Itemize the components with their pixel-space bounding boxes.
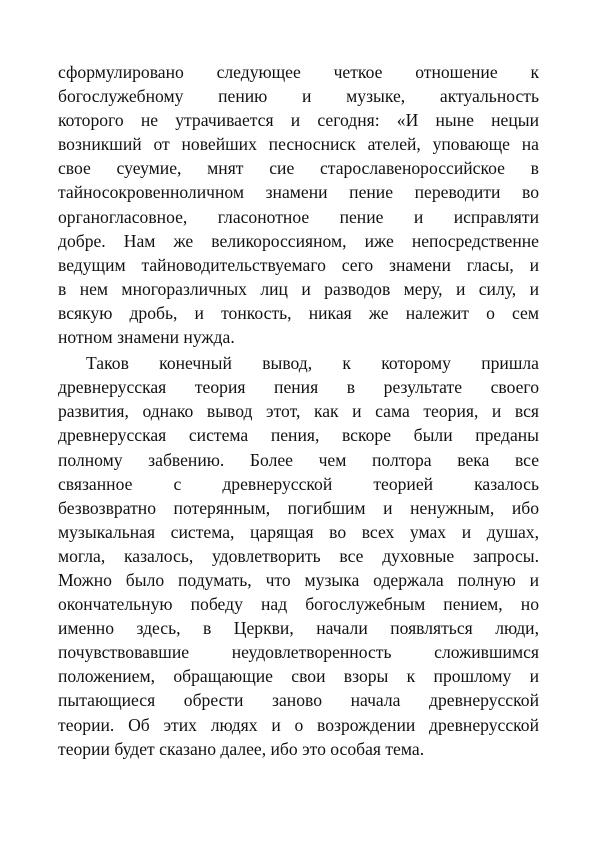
text-line: всякую дробь, и тонкость, никая же належит о сем — [58, 302, 539, 323]
body-text — [58, 60, 539, 761]
text-line: окончательную победу над богослужебным пением, но — [58, 594, 539, 615]
text-line: положением, обращающие свои взоры к прошлому и — [58, 666, 539, 687]
text-line: теории будет сказано далее, ибо это особая тема. — [58, 738, 425, 759]
text-line: древнерусская теория пения в результате своего — [58, 377, 539, 398]
text-line: древнерусская система пения, вскоре были преданы — [58, 425, 539, 446]
text-line: могла, казалось, удовлетворить все духовные запросы. — [58, 545, 539, 566]
text-line: ведущим тайноводительствуемаго сего знамени гласы, и — [58, 254, 539, 275]
text-line: тайносокровенноличном знамени пение переводити во — [58, 182, 539, 203]
text-line: добре. Нам же великороссияном, иже непосредственне — [58, 230, 539, 251]
text-line: музыкальная система, царящая во всех умах и душах, — [58, 521, 539, 542]
text-line: пытающиеся обрести заново начала древнерусской — [58, 690, 539, 711]
text-line: сформулировано следующее четкое отношение к — [58, 62, 539, 82]
text-line: связанное с древнерусской теорией казалось — [58, 473, 539, 494]
text-line: которого не утрачивается и сегодня: «И ныне нецыи — [58, 110, 539, 131]
text-line: возникший от новейших песносниск ателей, уповающе на — [58, 134, 539, 155]
text-line: свое суеумие, мнят сие старославенороссийское в — [58, 158, 539, 179]
text-line: богослужебному пению и музыке, актуальность — [58, 86, 539, 107]
text-line: Таков конечный вывод, к которому пришла — [86, 353, 539, 374]
text-line: органогласовное, гласонотное пение и исправляти — [58, 206, 539, 227]
text-line: в нем многоразличных лиц и разводов меру, и силу, и — [58, 278, 539, 299]
text-line: именно здесь, в Церкви, начали появляться люди, — [58, 618, 539, 639]
text-line: развития, однако вывод этот, как и сама теория, и вся — [58, 401, 539, 422]
text-line: полному забвению. Более чем полтора века все — [58, 449, 539, 470]
text-line: теории. Об этих людях и о возрождении древнерусской — [58, 714, 539, 735]
text-line: почувствовавшие неудовлетворенность сложившимся — [58, 642, 539, 663]
text-line: Можно было подумать, что музыка одержала полную и — [58, 569, 539, 590]
text-line: безвозвратно потерянным, погибшим и ненужным, ибо — [58, 497, 539, 518]
text-line: нотном знамени нужда. — [58, 327, 235, 348]
